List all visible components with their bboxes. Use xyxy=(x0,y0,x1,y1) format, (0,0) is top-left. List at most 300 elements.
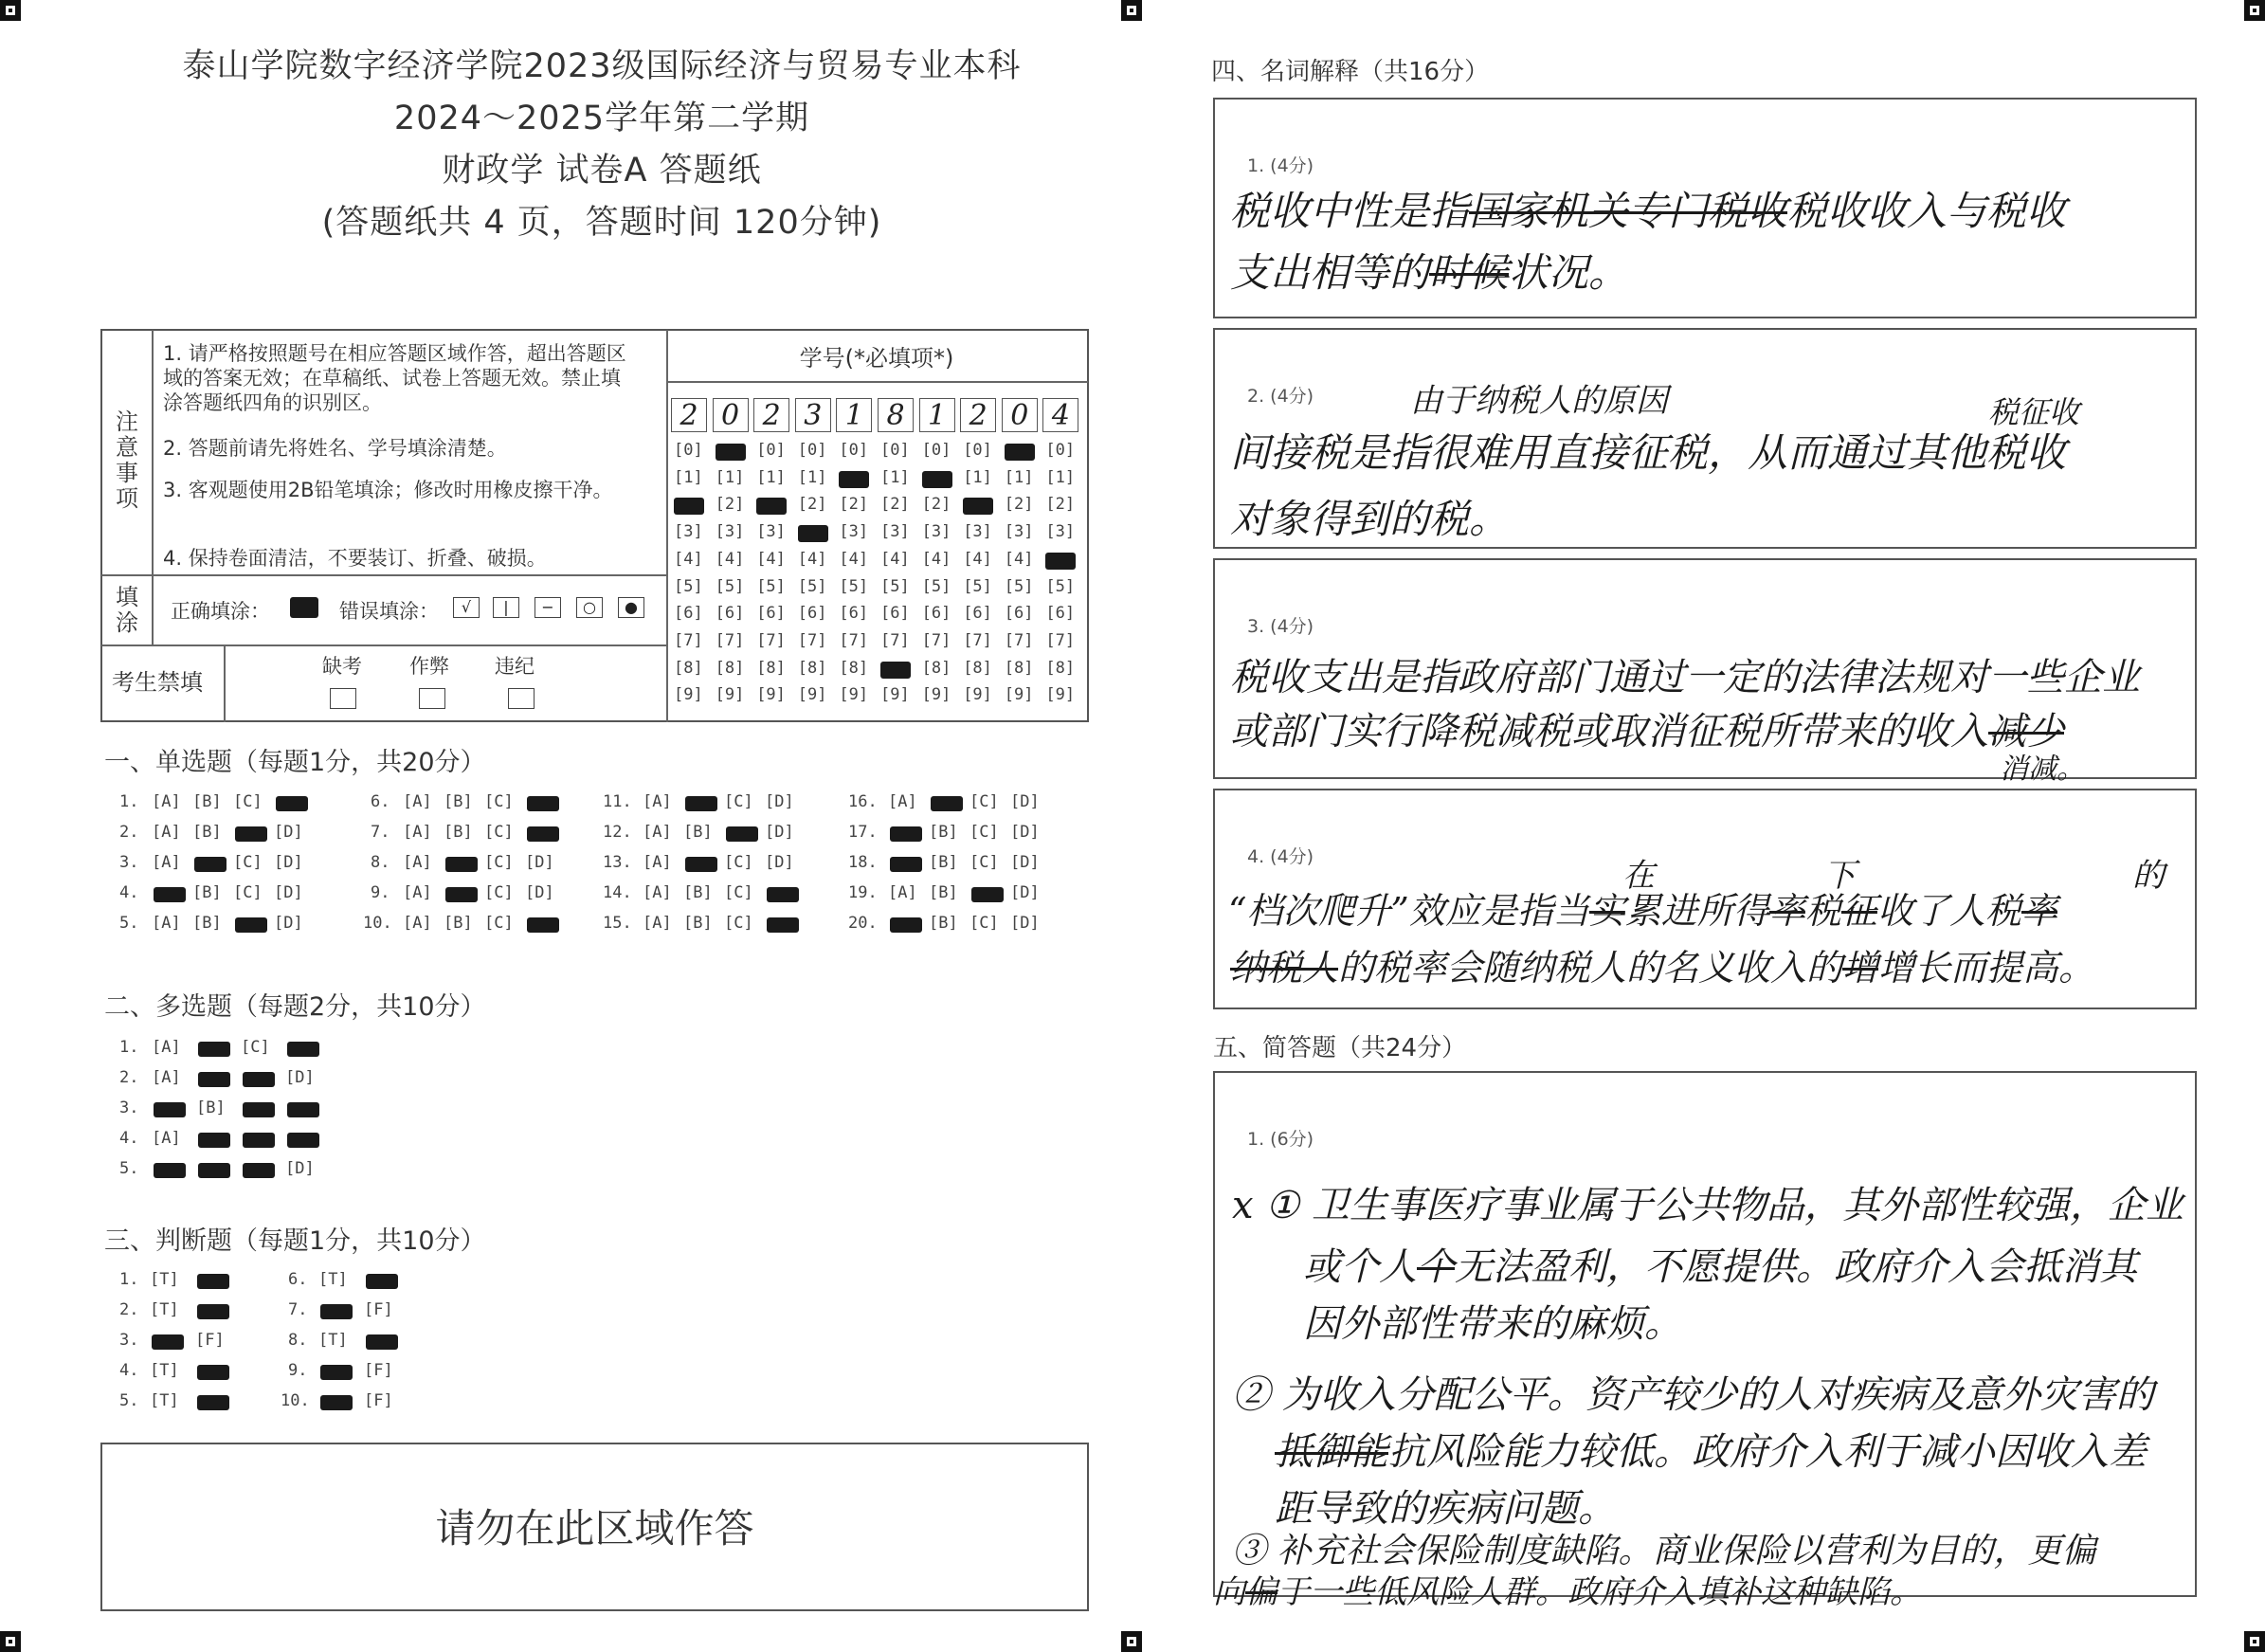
single-question-number: 17. xyxy=(848,823,878,842)
single-option[interactable]: [B] xyxy=(444,823,473,842)
term-3-label: 3. (4分) xyxy=(1247,616,1314,637)
single-option-filled[interactable] xyxy=(931,796,963,811)
student-id-bubble[interactable]: [0] xyxy=(880,441,910,460)
multi-option-filled[interactable] xyxy=(198,1163,230,1178)
short-answer-line8b: 于一些低风险人群。政府介入填补这种缺陷。 xyxy=(1277,1573,1922,1611)
exam-title-line4: (答题纸共 4 页，答题时间 120分钟) xyxy=(321,204,882,242)
student-id-bubble[interactable]: [7] xyxy=(921,630,951,650)
single-option[interactable]: [B] xyxy=(683,883,713,902)
tf-option[interactable]: [F] xyxy=(195,1331,225,1350)
student-id-bubble-filled[interactable] xyxy=(1045,553,1076,570)
student-id-bubble[interactable]: [6] xyxy=(715,604,745,624)
short-answer-line5: 抗风险能力较低。政府介入利于减小因收入差 xyxy=(1388,1430,2147,1474)
single-option[interactable]: [B] xyxy=(444,792,473,811)
single-option[interactable]: [A] xyxy=(152,823,181,842)
single-option-filled[interactable] xyxy=(235,917,267,933)
single-choice-heading: 一、单选题（每题1分，共20分） xyxy=(104,748,486,777)
single-option[interactable]: [B] xyxy=(192,823,222,842)
single-option[interactable]: [C] xyxy=(484,792,514,811)
short-answer-label: 1. (6分) xyxy=(1247,1129,1314,1150)
student-id-bubble[interactable]: [4] xyxy=(963,549,992,569)
short-answer-line2: 或个人 xyxy=(1303,1245,1417,1289)
short-answer-line8a: 向 xyxy=(1213,1573,1245,1611)
single-option[interactable]: [B] xyxy=(929,914,958,933)
student-id-bubble-filled[interactable] xyxy=(674,498,704,515)
student-id-bubble[interactable]: [7] xyxy=(880,630,910,650)
single-option-filled[interactable] xyxy=(276,796,308,811)
student-id-bubble[interactable]: [3] xyxy=(1004,522,1034,542)
tf-option[interactable]: [F] xyxy=(364,1391,393,1410)
student-id-bubble[interactable]: [1] xyxy=(797,467,827,487)
single-option[interactable]: [C] xyxy=(233,883,263,902)
tf-option[interactable]: [T] xyxy=(150,1391,179,1410)
single-option[interactable]: [B] xyxy=(683,823,713,842)
student-id-bubble[interactable]: [9] xyxy=(1004,685,1034,705)
student-id-bubble-filled[interactable] xyxy=(798,525,828,542)
cheat-checkbox[interactable] xyxy=(419,688,445,709)
single-question-number: 12. xyxy=(603,823,632,842)
student-id-bubble[interactable]: [3] xyxy=(921,522,951,542)
multi-choice-heading: 二、多选题（每题2分，共10分） xyxy=(104,992,486,1022)
single-option[interactable]: [C] xyxy=(484,914,514,933)
student-id-bubble[interactable]: [4] xyxy=(797,549,827,569)
tf-option-filled[interactable] xyxy=(152,1334,184,1350)
student-id-bubble[interactable]: [3] xyxy=(880,522,910,542)
short-answer-strike-b: 抵御能 xyxy=(1275,1430,1388,1474)
term-4-strike1: 实 xyxy=(1588,890,1625,932)
student-id-bubble-filled[interactable] xyxy=(880,662,911,679)
student-id-bubble[interactable]: [2] xyxy=(797,495,827,515)
single-option[interactable]: [D] xyxy=(525,883,554,902)
tf-option[interactable]: [T] xyxy=(150,1361,179,1380)
corner-marker-bottom-right xyxy=(2244,1631,2265,1652)
single-option-filled[interactable] xyxy=(890,857,922,872)
student-id-bubble[interactable]: [6] xyxy=(963,604,992,624)
student-id-bubble[interactable]: [1] xyxy=(880,467,910,487)
corner-marker-top-right xyxy=(2244,0,2265,21)
student-id-bubble[interactable]: [6] xyxy=(880,604,910,624)
single-option[interactable]: [C] xyxy=(724,883,753,902)
term-4-strike1c: 征 xyxy=(1840,890,1877,932)
multi-option[interactable]: [B] xyxy=(196,1098,226,1117)
student-id-bubble[interactable]: [7] xyxy=(963,630,992,650)
single-option[interactable]: [D] xyxy=(1010,914,1040,933)
single-option[interactable]: [A] xyxy=(643,823,672,842)
short-answer-line6: 距导致的疾病问题。 xyxy=(1275,1487,1616,1531)
student-id-bubble[interactable]: [8] xyxy=(756,658,786,678)
student-id-digit-7: 2 xyxy=(960,398,996,432)
single-option[interactable]: [A] xyxy=(403,853,432,872)
fill-wrong-label: 错误填涂： xyxy=(339,600,439,623)
single-option[interactable]: [A] xyxy=(152,853,181,872)
single-option-filled[interactable] xyxy=(527,917,559,933)
student-id-bubble[interactable]: [2] xyxy=(839,495,869,515)
corner-marker-top-left xyxy=(0,0,21,21)
student-id-bubble[interactable]: [1] xyxy=(1045,467,1076,487)
multi-option[interactable]: [C] xyxy=(241,1038,270,1057)
student-id-bubble-filled[interactable] xyxy=(1005,444,1035,461)
student-id-bubble[interactable]: [8] xyxy=(963,658,992,678)
student-id-bubble[interactable]: [8] xyxy=(921,658,951,678)
single-option[interactable]: [C] xyxy=(969,823,999,842)
student-id-bubble[interactable]: [5] xyxy=(1045,576,1076,596)
student-id-bubble[interactable]: [5] xyxy=(715,576,745,596)
short-answer-strike-c: 偏 xyxy=(1245,1573,1277,1611)
student-id-bubble-filled[interactable] xyxy=(839,471,869,488)
student-id-bubble[interactable]: [0] xyxy=(674,441,703,460)
single-question-number: 14. xyxy=(603,883,632,902)
tf-question-number: 3. xyxy=(119,1331,139,1350)
multi-option-filled[interactable] xyxy=(198,1133,230,1148)
student-id-bubble[interactable]: [4] xyxy=(1004,549,1034,569)
student-id-digit-9: 4 xyxy=(1042,398,1078,432)
term-4-line1: “档次爬升”效应是指当 xyxy=(1228,890,1589,932)
single-question-number: 10. xyxy=(363,914,392,933)
absent-checkbox[interactable] xyxy=(330,688,356,709)
single-option-filled[interactable] xyxy=(685,796,717,811)
fill-correct-sample xyxy=(290,597,318,618)
single-option[interactable]: [C] xyxy=(724,914,753,933)
term-4-label: 4. (4分) xyxy=(1247,846,1314,867)
single-option[interactable]: [B] xyxy=(192,792,222,811)
term-1-strike1: 国家机关专门税收 xyxy=(1469,188,1788,234)
student-id-bubble[interactable]: [2] xyxy=(715,495,745,515)
student-id-bubble[interactable]: [0] xyxy=(797,441,827,460)
single-question-number: 16. xyxy=(848,792,878,811)
exam-title-line3: 财政学 试卷A 答题纸 xyxy=(442,152,762,190)
student-id-digit-2: 2 xyxy=(753,398,789,432)
absent-label: 缺考 xyxy=(322,655,362,678)
single-option[interactable]: [A] xyxy=(643,792,672,811)
single-option[interactable]: [C] xyxy=(969,853,999,872)
student-id-bubble[interactable]: [3] xyxy=(839,522,869,542)
student-id-bubble[interactable]: [1] xyxy=(674,467,703,487)
short-answer-line3: 因外部性带来的麻烦。 xyxy=(1303,1302,1682,1346)
single-option-filled[interactable] xyxy=(767,917,799,933)
single-option-filled[interactable] xyxy=(194,857,226,872)
single-question-number: 11. xyxy=(603,792,632,811)
single-option[interactable]: [C] xyxy=(484,853,514,872)
tf-option[interactable]: [F] xyxy=(364,1300,393,1319)
student-id-bubble[interactable]: [9] xyxy=(880,685,910,705)
single-option[interactable]: [D] xyxy=(274,883,303,902)
student-id-bubble[interactable]: [4] xyxy=(921,549,951,569)
student-id-bubble[interactable]: [5] xyxy=(674,576,703,596)
student-id-bubble-filled[interactable] xyxy=(716,444,746,461)
single-option-filled[interactable] xyxy=(235,826,267,842)
wrong-sample-1: √ xyxy=(453,597,480,618)
single-option-filled[interactable] xyxy=(445,887,478,902)
single-option[interactable]: [D] xyxy=(525,853,554,872)
single-option[interactable]: [C] xyxy=(233,792,263,811)
multi-option[interactable]: [D] xyxy=(285,1068,315,1087)
single-question-number: 20. xyxy=(848,914,878,933)
single-option[interactable]: [D] xyxy=(765,792,794,811)
single-option-filled[interactable] xyxy=(154,887,186,902)
student-id-bubble[interactable]: [6] xyxy=(839,604,869,624)
term-2-line1: 间接税是指很难用直接征税，从而通过其他税收 xyxy=(1230,429,2067,476)
tf-question-number: 1. xyxy=(119,1270,139,1289)
student-id-bubble[interactable]: [3] xyxy=(674,522,703,542)
student-id-bubble[interactable]: [7] xyxy=(674,630,703,650)
single-option[interactable]: [A] xyxy=(888,883,917,902)
student-id-bubble[interactable]: [6] xyxy=(674,604,703,624)
single-option-filled[interactable] xyxy=(890,917,922,933)
student-id-bubble[interactable]: [5] xyxy=(839,576,869,596)
term-4-line1c: 税 xyxy=(1804,890,1841,932)
student-id-bubble[interactable]: [8] xyxy=(1045,658,1076,678)
student-id-bubble[interactable]: [7] xyxy=(1045,630,1076,650)
student-id-digit-6: 1 xyxy=(919,398,955,432)
student-id-digit-5: 8 xyxy=(878,398,914,432)
term-4-insert2: 下 xyxy=(1823,857,1856,895)
student-id-bubble[interactable]: [7] xyxy=(1004,630,1034,650)
student-id-bubble[interactable]: [9] xyxy=(674,685,703,705)
tf-option-filled[interactable] xyxy=(197,1365,229,1380)
tf-option-filled[interactable] xyxy=(320,1365,353,1380)
student-id-bubble[interactable]: [4] xyxy=(880,549,910,569)
single-option-filled[interactable] xyxy=(971,887,1004,902)
tf-option-filled[interactable] xyxy=(366,1334,398,1350)
student-id-bubble[interactable]: [7] xyxy=(797,630,827,650)
term-1-line1b: 税收收入与税收 xyxy=(1787,188,2067,234)
term-1-line1: 税收中性是指 xyxy=(1230,188,1470,234)
student-id-bubble[interactable]: [9] xyxy=(797,685,827,705)
single-option[interactable]: [A] xyxy=(403,823,432,842)
student-id-bubble[interactable]: [4] xyxy=(674,549,703,569)
student-id-bubble[interactable]: [0] xyxy=(963,441,992,460)
single-option[interactable]: [D] xyxy=(274,823,303,842)
multi-option-filled[interactable] xyxy=(287,1042,319,1057)
single-option[interactable]: [A] xyxy=(403,883,432,902)
examinee-label: 考生禁填 xyxy=(112,669,203,696)
no-answer-zone: 请勿在此区域作答 xyxy=(100,1443,1089,1611)
student-id-bubble[interactable]: [4] xyxy=(839,549,869,569)
tf-option[interactable]: [T] xyxy=(150,1300,179,1319)
multi-question-number: 1. xyxy=(119,1038,139,1057)
single-option[interactable]: [B] xyxy=(929,823,958,842)
student-id-bubble[interactable]: [0] xyxy=(756,441,786,460)
single-option[interactable]: [B] xyxy=(444,914,473,933)
student-id-bubble[interactable]: [0] xyxy=(839,441,869,460)
student-id-bubble[interactable]: [5] xyxy=(1004,576,1034,596)
student-id-bubble[interactable]: [5] xyxy=(756,576,786,596)
multi-option-filled[interactable] xyxy=(243,1072,275,1087)
student-id-bubble[interactable]: [1] xyxy=(1004,467,1034,487)
student-id-bubble[interactable]: [0] xyxy=(921,441,951,460)
student-id-bubble[interactable]: [5] xyxy=(880,576,910,596)
student-id-bubble-filled[interactable] xyxy=(756,498,787,515)
tf-question-number: 8. xyxy=(288,1331,308,1350)
single-question-number: 3. xyxy=(119,853,139,872)
short-answer-heading: 五、简答题（共24分） xyxy=(1213,1034,1467,1062)
single-option[interactable]: [D] xyxy=(765,853,794,872)
single-option[interactable]: [D] xyxy=(765,823,794,842)
single-option[interactable]: [C] xyxy=(724,792,753,811)
single-question-number: 1. xyxy=(119,792,139,811)
tf-option[interactable]: [T] xyxy=(318,1270,348,1289)
student-id-bubble[interactable]: [1] xyxy=(756,467,786,487)
student-id-digit-4: 1 xyxy=(836,398,872,432)
single-option[interactable]: [D] xyxy=(1010,823,1040,842)
student-id-bubble[interactable]: [9] xyxy=(715,685,745,705)
multi-option-filled[interactable] xyxy=(198,1072,230,1087)
term-4-strike1b: 率 xyxy=(1768,890,1805,932)
single-option[interactable]: [B] xyxy=(929,883,958,902)
student-id-bubble[interactable]: [4] xyxy=(715,549,745,569)
single-option[interactable]: [D] xyxy=(1010,853,1040,872)
corner-marker-top-mid xyxy=(1121,0,1142,21)
single-option[interactable]: [B] xyxy=(192,883,222,902)
student-id-bubble[interactable]: [7] xyxy=(839,630,869,650)
tf-question-number: 10. xyxy=(281,1391,310,1410)
single-option[interactable]: [D] xyxy=(1010,792,1040,811)
multi-option-filled[interactable] xyxy=(154,1102,186,1117)
student-id-bubble[interactable]: [6] xyxy=(1045,604,1076,624)
student-id-bubble[interactable]: [7] xyxy=(715,630,745,650)
single-option-filled[interactable] xyxy=(685,857,717,872)
term-4-strike2: 纳税人 xyxy=(1230,947,1339,989)
notice-item-3: 3. 客观题使用2B铅笔填涂；修改时用橡皮擦干净。 xyxy=(163,479,613,501)
multi-option[interactable]: [A] xyxy=(152,1068,181,1087)
violation-checkbox[interactable] xyxy=(508,688,535,709)
tf-option-filled[interactable] xyxy=(197,1304,229,1319)
multi-question-number: 5. xyxy=(119,1159,139,1178)
student-id-bubble[interactable]: [6] xyxy=(797,604,827,624)
tf-option[interactable]: [T] xyxy=(318,1331,348,1350)
multi-option-filled[interactable] xyxy=(243,1133,275,1148)
student-id-bubble[interactable]: [2] xyxy=(921,495,951,515)
multi-option-filled[interactable] xyxy=(154,1163,186,1178)
term-4-line1b: 累进所得 xyxy=(1624,890,1769,932)
student-id-bubble[interactable]: [2] xyxy=(880,495,910,515)
student-id-bubble[interactable]: [9] xyxy=(921,685,951,705)
single-option[interactable]: [A] xyxy=(643,853,672,872)
single-option[interactable]: [C] xyxy=(969,914,999,933)
single-option[interactable]: [B] xyxy=(192,914,222,933)
single-option-filled[interactable] xyxy=(445,857,478,872)
student-id-bubble[interactable]: [6] xyxy=(1004,604,1034,624)
single-option[interactable]: [C] xyxy=(233,853,263,872)
single-option[interactable]: [A] xyxy=(643,914,672,933)
short-answer-strike-a: 个 xyxy=(1417,1245,1455,1289)
student-id-bubble[interactable]: [1] xyxy=(715,467,745,487)
single-option-filled[interactable] xyxy=(726,826,758,842)
single-option-filled[interactable] xyxy=(527,826,559,842)
student-id-bubble[interactable]: [6] xyxy=(921,604,951,624)
student-id-bubble[interactable]: [6] xyxy=(756,604,786,624)
student-id-bubble[interactable]: [3] xyxy=(715,522,745,542)
multi-option-filled[interactable] xyxy=(243,1102,275,1117)
single-option[interactable]: [A] xyxy=(152,914,181,933)
single-option[interactable]: [D] xyxy=(274,914,303,933)
student-id-bubble[interactable]: [9] xyxy=(963,685,992,705)
wrong-sample-5: ● xyxy=(618,597,644,618)
multi-option[interactable]: [A] xyxy=(152,1038,181,1057)
tf-option-filled[interactable] xyxy=(366,1274,398,1289)
single-option[interactable]: [C] xyxy=(484,883,514,902)
wrong-sample-2: | xyxy=(493,597,519,618)
term-1-strike2: 时候 xyxy=(1429,249,1510,296)
tf-option[interactable]: [F] xyxy=(364,1361,393,1380)
single-option[interactable]: [C] xyxy=(484,823,514,842)
fill-side-label: 填 涂 xyxy=(116,584,138,636)
wrong-sample-3: − xyxy=(535,597,561,618)
single-option[interactable]: [A] xyxy=(643,883,672,902)
student-id-digit-0: 2 xyxy=(671,398,707,432)
tf-option[interactable]: [T] xyxy=(150,1270,179,1289)
student-id-bubble[interactable]: [5] xyxy=(797,576,827,596)
single-option[interactable]: [D] xyxy=(1010,883,1040,902)
tf-option-filled[interactable] xyxy=(320,1304,353,1319)
student-id-bubble[interactable]: [3] xyxy=(963,522,992,542)
student-id-bubble[interactable]: [8] xyxy=(715,658,745,678)
single-option[interactable]: [A] xyxy=(403,914,432,933)
multi-question-number: 3. xyxy=(119,1098,139,1117)
student-id-bubble[interactable]: [9] xyxy=(839,685,869,705)
student-id-bubble-filled[interactable] xyxy=(963,498,993,515)
student-id-bubble[interactable]: [7] xyxy=(756,630,786,650)
cheat-label: 作弊 xyxy=(409,655,449,678)
student-id-bubble[interactable]: [2] xyxy=(1004,495,1034,515)
term-4-line2: 的税率会随纳税人的名义收入的 xyxy=(1338,947,1843,989)
multi-option-filled[interactable] xyxy=(243,1163,275,1178)
student-id-bubble[interactable]: [3] xyxy=(756,522,786,542)
multi-option-filled[interactable] xyxy=(198,1042,230,1057)
single-option[interactable]: [D] xyxy=(274,853,303,872)
single-option[interactable]: [B] xyxy=(683,914,713,933)
student-id-digit-1: 0 xyxy=(713,398,749,432)
single-option[interactable]: [A] xyxy=(152,792,181,811)
student-id-bubble[interactable]: [5] xyxy=(921,576,951,596)
tf-option-filled[interactable] xyxy=(320,1395,353,1410)
student-id-bubble[interactable]: [0] xyxy=(1045,441,1076,460)
student-id-bubble[interactable]: [2] xyxy=(1045,495,1076,515)
term-2-insert1: 由于纳税人的原因 xyxy=(1410,382,1668,420)
student-id-bubble[interactable]: [8] xyxy=(674,658,703,678)
student-id-bubble[interactable]: [5] xyxy=(963,576,992,596)
student-id-bubble[interactable]: [1] xyxy=(963,467,992,487)
single-option[interactable]: [A] xyxy=(888,792,917,811)
single-option[interactable]: [A] xyxy=(403,792,432,811)
multi-option-filled[interactable] xyxy=(287,1133,319,1148)
single-option-filled[interactable] xyxy=(767,887,799,902)
student-id-bubble[interactable]: [3] xyxy=(1045,522,1076,542)
single-option-filled[interactable] xyxy=(527,796,559,811)
single-option[interactable]: [B] xyxy=(929,853,958,872)
single-option-filled[interactable] xyxy=(890,826,922,842)
student-id-bubble[interactable]: [8] xyxy=(797,658,827,678)
multi-option[interactable]: [A] xyxy=(152,1129,181,1148)
multi-option-filled[interactable] xyxy=(287,1102,319,1117)
student-id-bubble[interactable]: [9] xyxy=(1045,685,1076,705)
multi-option[interactable]: [D] xyxy=(285,1159,315,1178)
student-id-bubble-filled[interactable] xyxy=(922,471,952,488)
tf-option-filled[interactable] xyxy=(197,1395,229,1410)
multi-question-number: 4. xyxy=(119,1129,139,1148)
student-id-bubble[interactable]: [8] xyxy=(839,658,869,678)
student-id-digit-8: 0 xyxy=(1002,398,1038,432)
student-id-bubble[interactable]: [4] xyxy=(756,549,786,569)
student-id-digit-3: 3 xyxy=(795,398,831,432)
short-answer-line7: ③ 补充社会保险制度缺陷。商业保险以营利为目的，更偏 xyxy=(1232,1532,2096,1570)
student-id-bubble[interactable]: [9] xyxy=(756,685,786,705)
single-option[interactable]: [C] xyxy=(724,853,753,872)
short-answer-line4: ② 为收入分配公平。资产较少的人对疾病及意外灾害的 xyxy=(1232,1373,2154,1417)
tf-option-filled[interactable] xyxy=(197,1274,229,1289)
single-option[interactable]: [C] xyxy=(969,792,999,811)
student-id-bubble[interactable]: [8] xyxy=(1004,658,1034,678)
